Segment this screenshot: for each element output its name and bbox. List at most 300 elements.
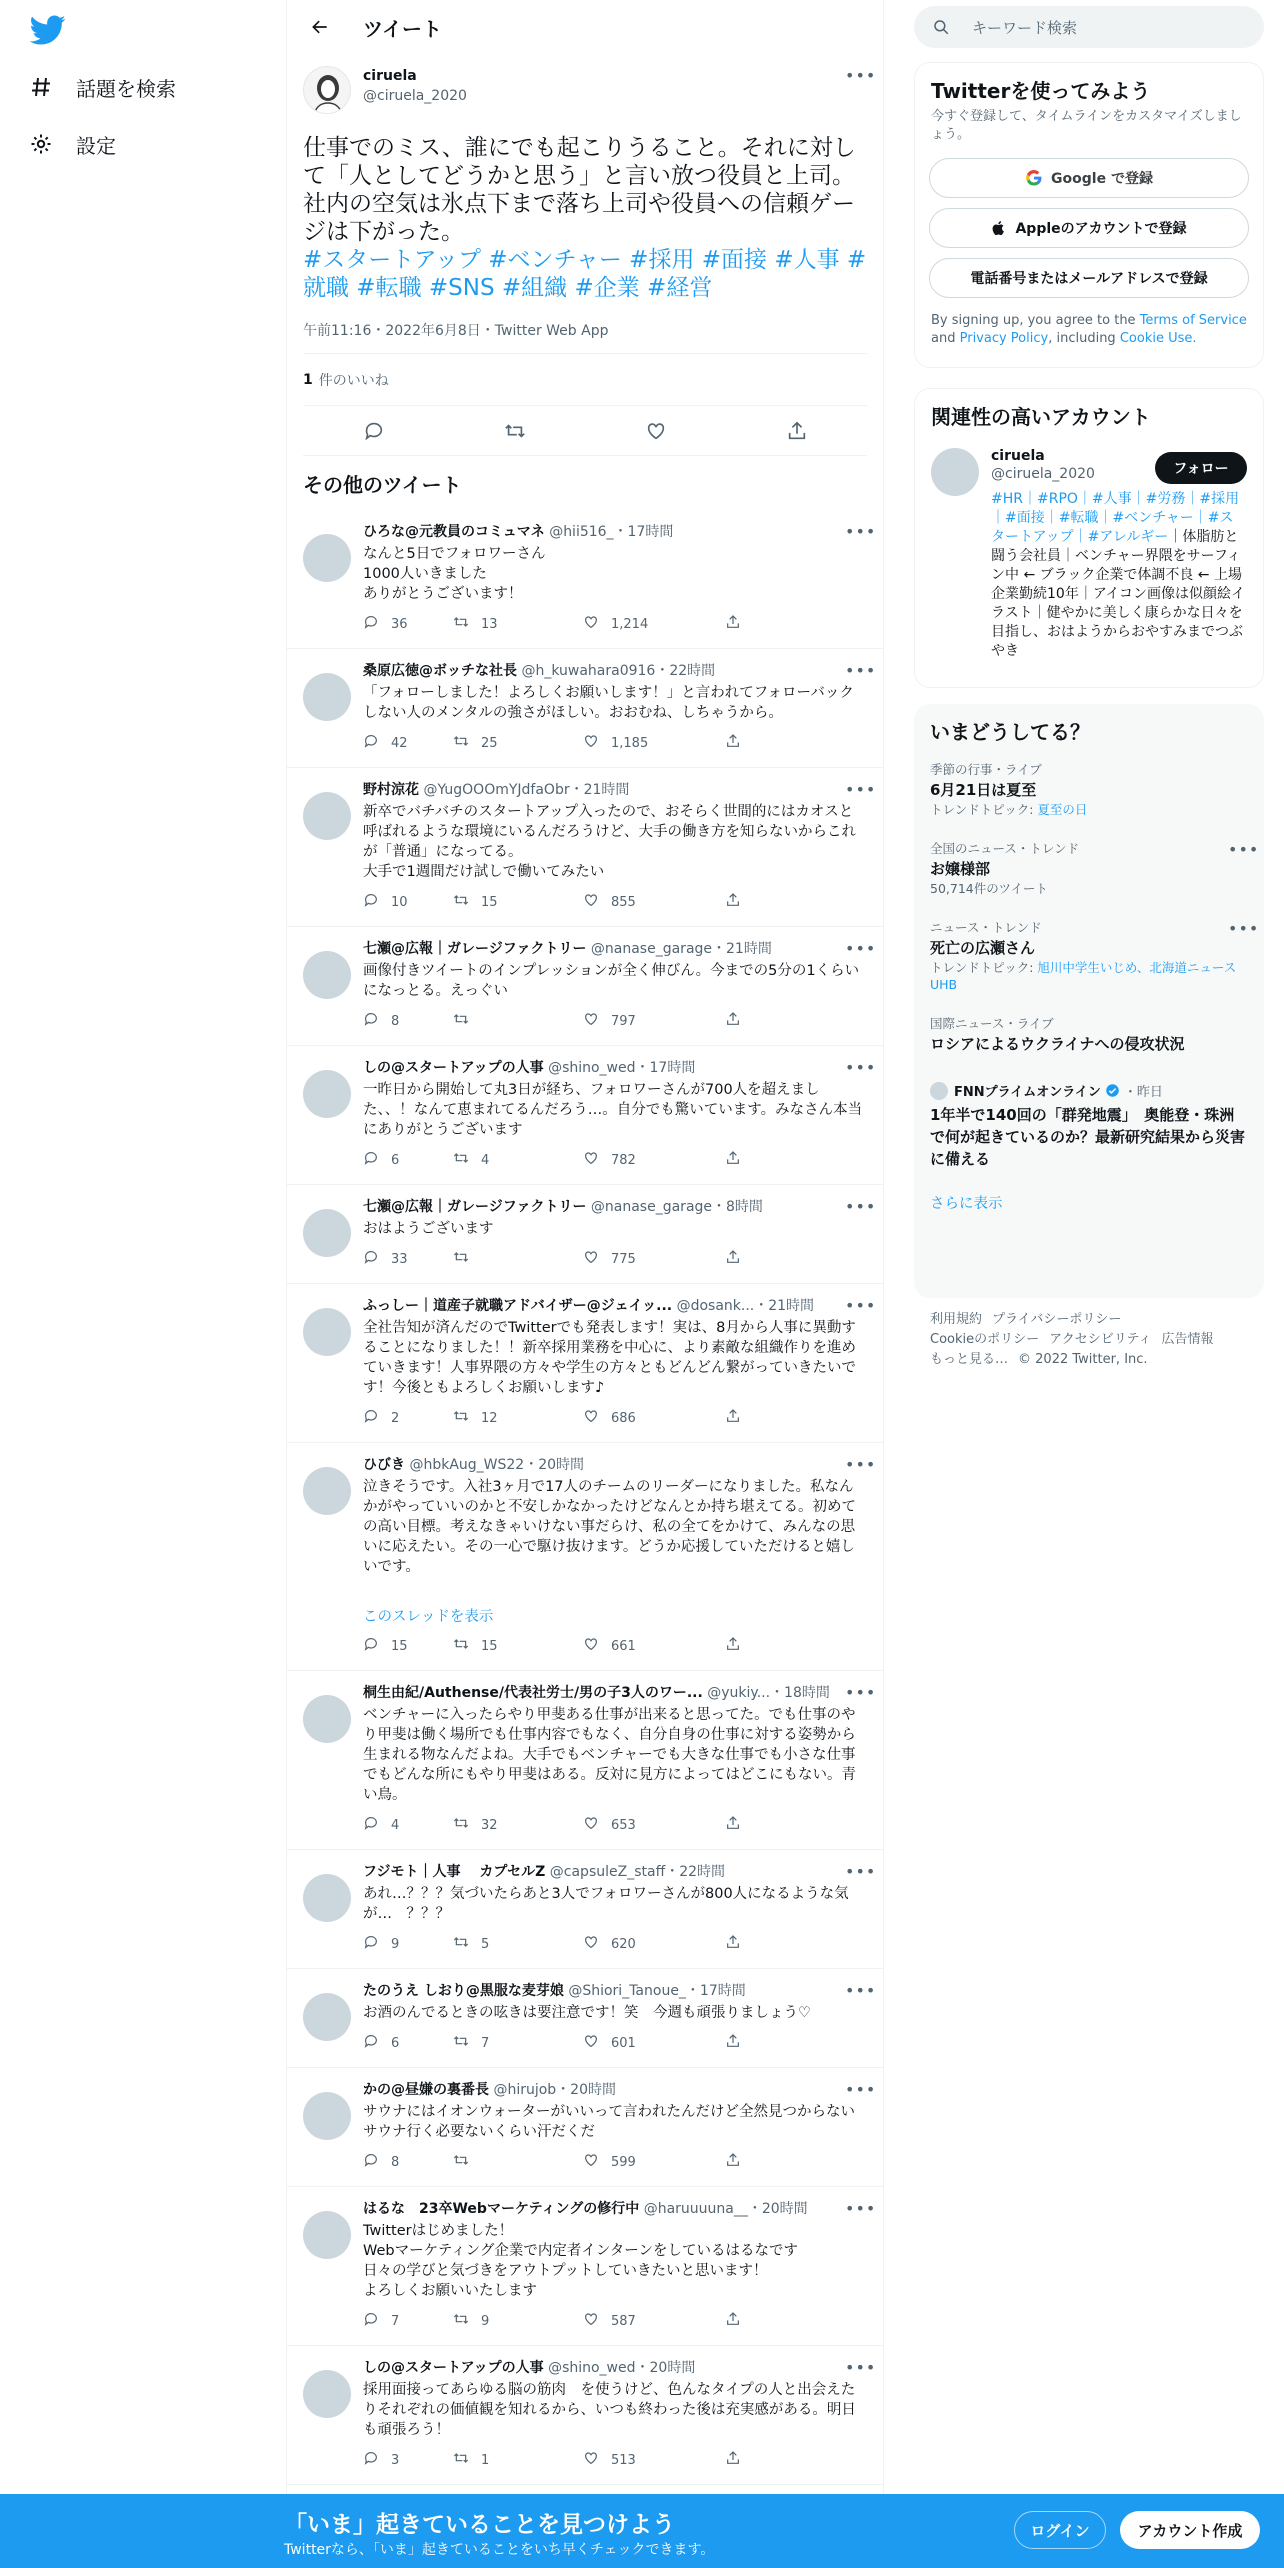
more-options-icon[interactable]: ••• — [845, 2080, 877, 2099]
footer-terms-link[interactable]: 利用規約 — [930, 1312, 983, 1327]
tweet-text: 「フォローしました！よろしくお願いします！」と言われてフォローバックしない人のメンタルの強さがほしい。おおむね、しちゃうから。 — [363, 685, 854, 721]
avatar[interactable] — [303, 2092, 351, 2140]
tweet-item[interactable] — [287, 2068, 883, 2187]
retweet-button[interactable] — [453, 2033, 583, 2053]
retweet-button[interactable] — [453, 614, 583, 634]
avatar — [930, 1082, 948, 1100]
like-count: 782 — [611, 1152, 636, 1168]
reply-icon — [363, 1249, 391, 1269]
share-button[interactable] — [725, 2450, 753, 2470]
share-button[interactable] — [725, 1150, 753, 1170]
share-button[interactable] — [725, 1636, 753, 1656]
like-count: 599 — [611, 2154, 636, 2170]
legal-including: , including — [1048, 331, 1116, 346]
tweet-author-handle[interactable]: @nanase_garage・21時間 — [590, 941, 772, 957]
tweet-author-name[interactable]: 桑原広徳@ボッチな社長 — [363, 663, 517, 679]
retweet-icon — [453, 1934, 481, 1954]
more-options-icon[interactable]: ••• — [845, 1862, 877, 1881]
retweet-button[interactable] — [453, 1636, 583, 1656]
apple-signup-label: Appleのアカウントで登録 — [1015, 221, 1187, 237]
reply-icon — [363, 733, 391, 753]
trend-item[interactable] — [914, 1007, 1264, 1063]
main-tweet-likes[interactable] — [303, 354, 867, 406]
reply-count: 10 — [391, 894, 408, 910]
share-button[interactable] — [725, 614, 753, 634]
like-count: 653 — [611, 1817, 636, 1833]
share-icon — [725, 892, 753, 912]
like-icon — [583, 1636, 611, 1656]
tweet-author-handle[interactable]: @dosank...・21時間 — [676, 1298, 815, 1314]
reply-count: 4 — [391, 1817, 400, 1833]
tweet-actions — [363, 1636, 867, 1656]
nav-explore[interactable] — [28, 67, 176, 107]
avatar[interactable] — [303, 2211, 351, 2259]
tweet-text: おはようございます — [363, 1221, 494, 1237]
footer-more-link[interactable]: もっと見る… — [930, 1352, 1009, 1367]
news-source — [930, 1081, 1248, 1100]
reply-icon — [363, 1150, 391, 1170]
like-icon — [583, 2311, 611, 2331]
tweet-actions — [363, 2450, 867, 2470]
retweet-icon — [453, 733, 481, 753]
tweet-item[interactable] — [287, 2187, 883, 2346]
tweet-author-handle[interactable]: @Shiori_Tanoue_・17時間 — [568, 1983, 746, 1999]
tweet-author-name[interactable]: しの@スタートアップの人事 — [363, 1060, 544, 1076]
retweet-icon — [453, 2033, 481, 2053]
tweet-actions — [363, 892, 867, 912]
avatar[interactable] — [303, 792, 351, 840]
share-button[interactable] — [725, 2311, 753, 2331]
reply-count: 3 — [391, 2452, 400, 2468]
privacy-link[interactable]: Privacy Policy — [959, 331, 1049, 346]
search-box[interactable] — [914, 6, 1264, 48]
apple-icon — [991, 220, 1007, 236]
more-options-icon[interactable]: ••• — [845, 939, 877, 958]
tweet-author-name[interactable]: ひろな@元教員のコミュマネ — [363, 524, 545, 540]
author-display-name[interactable]: ciruela — [363, 68, 417, 84]
tweet-item[interactable] — [287, 1671, 883, 1850]
retweet-icon — [453, 1815, 481, 1835]
trend-topic — [930, 959, 1248, 993]
retweet-count: 15 — [481, 894, 498, 910]
tweet-text: ベンチャーに入ったらやり甲斐ある仕事が出来ると思ってた。でも仕事のやり甲斐は働く場所でも仕事内容でもなく、自分自身の仕事に対する姿勢から生まれる物なんだよね。大手でもベンチャーでも大きな仕事でも小さな仕事でもどんな所にもやり甲斐はある。反対に見方によってはどこにもない。青い鳥。 — [363, 1707, 856, 1803]
bottom-signup-bar — [0, 2494, 1284, 2568]
trend-context: 全国のニュース・トレンド — [930, 841, 1080, 856]
reply-count: 6 — [391, 1152, 400, 1168]
footer-ads-link[interactable]: 広告情報 — [1161, 1332, 1214, 1347]
more-options-icon[interactable]: ••• — [845, 2358, 877, 2377]
more-options-icon[interactable]: ••• — [845, 780, 877, 799]
retweet-icon — [453, 2311, 481, 2331]
like-icon — [583, 1815, 611, 1835]
reply-button[interactable] — [363, 614, 453, 634]
nav-explore-label: 話題を検索 — [76, 76, 176, 101]
follow-button[interactable]: フォロー — [1155, 452, 1247, 484]
retweet-button[interactable] — [453, 1011, 583, 1031]
tweet-actions — [363, 2033, 867, 2053]
twitter-logo-icon[interactable] — [30, 12, 66, 48]
share-button[interactable] — [725, 2152, 753, 2172]
tweet-author-name[interactable]: 七瀬@広報｜ガレージファクトリー — [363, 1199, 587, 1215]
like-icon[interactable] — [641, 416, 671, 446]
news-item[interactable] — [914, 1073, 1264, 1178]
reply-button[interactable] — [363, 1636, 453, 1656]
related-display-name[interactable]: ciruela — [991, 448, 1045, 464]
like-count: 686 — [611, 1410, 636, 1426]
retweet-button[interactable] — [453, 1150, 583, 1170]
tweet-author-handle[interactable]: @shino_wed・17時間 — [548, 1060, 696, 1076]
share-icon — [725, 2450, 753, 2470]
back-arrow-icon[interactable] — [303, 10, 337, 44]
phone-email-signup-button[interactable] — [929, 258, 1249, 298]
more-options-icon[interactable]: ••• — [845, 1981, 877, 2000]
retweet-icon[interactable] — [500, 416, 530, 446]
reply-button[interactable] — [363, 733, 453, 753]
tweet-author-name[interactable]: 桐生由紀/Authense/代表社労士/男の子3人のワー... — [363, 1685, 703, 1701]
footer-privacy-link[interactable]: プライバシーポリシー — [992, 1312, 1122, 1327]
tweet-author-name[interactable]: しの@スタートアップの人事 — [363, 2360, 544, 2376]
tweet-author-handle[interactable]: @hii516_・17時間 — [549, 524, 674, 540]
tweet-item[interactable] — [287, 1969, 883, 2068]
tweet-actions — [363, 733, 867, 753]
more-options-icon[interactable]: ••• — [845, 661, 877, 680]
retweet-icon — [453, 1011, 481, 1031]
reply-button[interactable] — [363, 1815, 453, 1835]
avatar[interactable] — [303, 1695, 351, 1743]
search-icon — [932, 18, 950, 36]
google-icon — [1025, 169, 1043, 187]
search-input[interactable]: キーワード検索 — [972, 18, 1078, 37]
tweet-author-name[interactable]: 野村涼花 — [363, 782, 419, 798]
trend-tweet-count: 50,714件のツイート — [930, 881, 1048, 896]
tweet-item[interactable] — [287, 927, 883, 1046]
reply-count: 8 — [391, 1013, 400, 1029]
share-icon — [725, 1408, 753, 1428]
more-options-icon[interactable]: ••• — [845, 66, 877, 85]
share-button[interactable] — [725, 1815, 753, 1835]
reply-button[interactable] — [363, 2152, 453, 2172]
reply-icon — [363, 2311, 391, 2331]
more-options-icon[interactable]: ••• — [845, 522, 877, 541]
tweet-author-name[interactable]: ひびき — [363, 1457, 405, 1473]
tweet-actions — [363, 2152, 867, 2172]
news-title: 1年半で140回の「群発地震」 奥能登・珠洲で何が起きているのか？最新研究結果から災害に備える — [930, 1106, 1246, 1168]
share-icon — [725, 614, 753, 634]
trend-topic-link[interactable]: 夏至の日 — [1037, 802, 1088, 817]
retweet-button[interactable] — [453, 1408, 583, 1428]
share-button[interactable] — [725, 1934, 753, 1954]
reply-button[interactable] — [363, 1249, 453, 1269]
tweet-author-name[interactable]: ふっしー｜道産子就職アドバイザー@ジェイッ... — [363, 1298, 673, 1314]
like-count: 797 — [611, 1013, 636, 1029]
reply-button[interactable] — [363, 1011, 453, 1031]
tweet-author-name[interactable]: フジモト｜人事 カプセルZ — [363, 1864, 546, 1880]
reply-count: 9 — [391, 1936, 400, 1952]
tweet-text: 採用面接ってあらゆる脳の筋肉 を使うけど、色んなタイプの人と出会えたりそれぞれの価値観を知れるから、いつも終わった後は充実感がある。明日も頑張ろう！ — [363, 2382, 856, 2438]
like-button[interactable] — [583, 614, 725, 634]
trend-title: ロシアによるウクライナへの侵攻状況 — [930, 1035, 1185, 1053]
reply-icon[interactable] — [359, 416, 389, 446]
show-thread-link[interactable]: このスレッドを表示 — [363, 1609, 494, 1625]
retweet-button[interactable] — [453, 2152, 583, 2172]
trend-topic-link[interactable]: 旭川中学生いじめ、北海道ニュースUHB — [930, 960, 1237, 992]
tweet-author-handle[interactable]: @nanase_garage・8時間 — [590, 1199, 763, 1215]
share-button[interactable] — [725, 1408, 753, 1428]
avatar[interactable] — [303, 2370, 351, 2418]
share-icon — [725, 1011, 753, 1031]
cookie-link[interactable]: Cookie Use. — [1119, 331, 1197, 346]
retweet-icon — [453, 614, 481, 634]
tweet-author-name[interactable]: 七瀬@広報｜ガレージファクトリー — [363, 941, 587, 957]
reply-button[interactable] — [363, 2033, 453, 2053]
retweet-count: 12 — [481, 1410, 498, 1426]
reply-button[interactable] — [363, 2311, 453, 2331]
share-button[interactable] — [725, 1011, 753, 1031]
tweet-item[interactable] — [287, 1185, 883, 1284]
like-button[interactable] — [583, 1636, 725, 1656]
like-button[interactable] — [583, 1815, 725, 1835]
like-count: 587 — [611, 2313, 636, 2329]
tweet-header — [363, 939, 877, 959]
like-icon — [583, 1011, 611, 1031]
related-title: 関連性の高いアカウント — [931, 405, 1151, 429]
main-tweet-timestamp[interactable]: 午前11:16・2022年6月8日・Twitter Web App — [303, 320, 867, 354]
tweet-author-handle[interactable]: @yukiy...・18時間 — [707, 1685, 830, 1701]
legal-text: By signing up, you agree to the — [931, 313, 1136, 328]
retweet-count: 4 — [481, 1152, 490, 1168]
retweet-count: 9 — [481, 2313, 490, 2329]
like-count: 513 — [611, 2452, 636, 2468]
trend-item[interactable] — [914, 832, 1264, 905]
reply-button[interactable] — [363, 2450, 453, 2470]
tweet-item[interactable] — [287, 2346, 883, 2485]
tweet-author-handle[interactable]: @hirujob・20時間 — [493, 2082, 617, 2098]
more-options-icon[interactable]: ••• — [1228, 919, 1260, 938]
related-username[interactable]: @ciruela_2020 — [991, 466, 1095, 482]
more-options-icon[interactable]: ••• — [1228, 840, 1260, 859]
bio-hashtags[interactable]: #HR｜#RPO｜#人事｜#労務｜#採用｜#面接｜#転職｜#ベンチャー｜#スタートアップ｜#アレルギー — [991, 491, 1240, 545]
reply-button[interactable] — [363, 1150, 453, 1170]
retweet-button[interactable] — [453, 1815, 583, 1835]
phone-signup-label: 電話番号またはメールアドレスで登録 — [970, 271, 1208, 287]
retweet-count: 15 — [481, 1638, 498, 1654]
retweet-icon — [453, 2450, 481, 2470]
trends-card — [914, 704, 1264, 1298]
signup-button[interactable]: アカウント作成 — [1120, 2511, 1260, 2549]
trend-context: 季節の行事・ライブ — [930, 762, 1042, 777]
tweet-text: お酒のんでるときの呟きは要注意です！笑 今週も頑張りましょう♡ — [363, 2005, 811, 2021]
bio-text: ｜体脂肪と闘う会社員｜ベンチャー界隈をサーフィン中 ← ブラック企業で体調不良 ← 上場企業勤続10年｜アイコン画像は似顔絵イラスト｜健やかに美しく康らかな日々を目指し、おはようからおやすみまでつぶやき — [991, 529, 1245, 659]
reply-icon — [363, 1636, 391, 1656]
like-button[interactable] — [583, 1150, 725, 1170]
like-icon — [583, 2152, 611, 2172]
reply-icon — [363, 2152, 391, 2172]
avatar[interactable] — [303, 1209, 351, 1257]
footer-cookie-link[interactable]: Cookieのポリシー — [930, 1332, 1040, 1347]
like-button[interactable] — [583, 892, 725, 912]
like-icon — [583, 2450, 611, 2470]
show-more-link[interactable]: さらに表示 — [930, 1196, 1003, 1212]
avatar[interactable] — [303, 534, 351, 582]
nav-settings[interactable] — [28, 124, 116, 164]
reply-icon — [363, 1408, 391, 1428]
more-options-icon[interactable]: ••• — [845, 1455, 877, 1474]
tweet-item[interactable] — [287, 1046, 883, 1185]
apple-signup-button[interactable] — [929, 208, 1249, 248]
avatar[interactable] — [303, 1993, 351, 2041]
like-icon — [583, 614, 611, 634]
like-icon — [583, 1150, 611, 1170]
tweet-text: サウナにはイオンウォーターがいいって言われたんだけど全然見つからない サウナ行く必要ないくらい汗だくだ — [363, 2104, 860, 2140]
tweet-item[interactable] — [287, 768, 883, 927]
related-accounts-card — [914, 388, 1264, 688]
retweet-icon — [453, 2152, 481, 2172]
share-icon — [725, 1815, 753, 1835]
retweet-count: 32 — [481, 1817, 498, 1833]
tweet-author-handle[interactable]: @shino_wed・20時間 — [548, 2360, 696, 2376]
share-icon — [725, 1150, 753, 1170]
tweet-header — [363, 2080, 877, 2100]
avatar[interactable] — [303, 1308, 351, 1356]
tweet-author-handle[interactable]: @YugOOOmYJdfaObr・21時間 — [423, 782, 630, 798]
hashtag-icon — [28, 74, 54, 100]
tweet-header — [363, 2358, 877, 2378]
retweet-button[interactable] — [453, 733, 583, 753]
legal-and: and — [931, 331, 956, 346]
trend-item[interactable] — [914, 911, 1264, 1001]
like-button[interactable] — [583, 1249, 725, 1269]
tweet-author-handle[interactable]: @h_kuwahara0916・22時間 — [521, 663, 716, 679]
like-button[interactable] — [583, 1011, 725, 1031]
like-button[interactable] — [583, 733, 725, 753]
like-count: 855 — [611, 894, 636, 910]
avatar[interactable] — [303, 66, 351, 114]
like-button[interactable] — [583, 1408, 725, 1428]
retweet-button[interactable] — [453, 892, 583, 912]
avatar[interactable] — [303, 1874, 351, 1922]
tweet-actions — [363, 1934, 867, 1954]
tweet-header — [363, 1455, 877, 1475]
retweet-count: 5 — [481, 1936, 490, 1952]
more-options-icon[interactable]: ••• — [845, 1683, 877, 1702]
reply-icon — [363, 892, 391, 912]
tweet-actions — [363, 1408, 867, 1428]
page-title: ツイート — [363, 16, 442, 41]
share-button[interactable] — [725, 733, 753, 753]
share-button[interactable] — [725, 2033, 753, 2053]
reply-button[interactable] — [363, 892, 453, 912]
retweet-button[interactable] — [453, 2450, 583, 2470]
share-icon — [725, 1636, 753, 1656]
more-options-icon[interactable]: ••• — [845, 1058, 877, 1077]
tweet-text: あれ…？？？気づいたらあと3人でフォロワーさんが800人になるような気が… ？？？ — [363, 1886, 849, 1922]
signup-legal — [915, 298, 1263, 348]
tweet-author-handle[interactable]: @capsuleZ_staff・22時間 — [549, 1864, 726, 1880]
reply-count: 8 — [391, 2154, 400, 2170]
reply-button[interactable] — [363, 1934, 453, 1954]
author-username[interactable]: @ciruela_2020 — [363, 88, 467, 104]
share-button[interactable] — [725, 1249, 753, 1269]
tweet-text: なんと5日でフォロワーさん 1000人いきました ありがとうございます！ — [363, 546, 546, 602]
reply-icon — [363, 614, 391, 634]
page-header — [287, 0, 883, 54]
like-count: 601 — [611, 2035, 636, 2051]
tweet-author-name[interactable]: たのうえ しおり@黒服な麦芽娘 — [363, 1983, 564, 1999]
footer-links — [930, 1310, 1260, 1370]
like-count: 1,214 — [611, 616, 649, 632]
signup-subtitle: 今すぐ登録して、タイムラインをカスタマイズしましょう。 — [931, 109, 1242, 142]
like-button[interactable] — [583, 1934, 725, 1954]
tweet-author-name[interactable]: かの@昼嫌の裏番長 — [363, 2082, 489, 2098]
verified-badge-icon — [1105, 1083, 1120, 1098]
login-button[interactable]: ログイン — [1014, 2511, 1106, 2549]
more-options-icon[interactable]: ••• — [845, 1197, 877, 1216]
retweet-button[interactable] — [453, 1249, 583, 1269]
signup-title: Twitterを使ってみよう — [931, 79, 1151, 103]
share-icon — [725, 2311, 753, 2331]
reply-icon — [363, 1934, 391, 1954]
tweet-item[interactable] — [287, 1443, 883, 1671]
tweet-header — [363, 1296, 877, 1316]
tweet-author-handle[interactable]: @hbkAug_WS22・20時間 — [409, 1457, 585, 1473]
avatar[interactable] — [303, 1070, 351, 1118]
trend-item[interactable] — [914, 753, 1264, 826]
retweet-button[interactable] — [453, 2311, 583, 2331]
retweet-icon — [453, 1408, 481, 1428]
news-time: ・昨日 — [1123, 1085, 1163, 1100]
tweet-actions — [363, 2311, 867, 2331]
trend-title: 6月21日は夏至 — [930, 781, 1037, 799]
share-button[interactable] — [725, 892, 753, 912]
share-icon[interactable] — [782, 416, 812, 446]
more-options-icon[interactable]: ••• — [845, 1296, 877, 1315]
like-button[interactable] — [583, 2152, 725, 2172]
tweet-author-handle[interactable]: @haruuuuna__・20時間 — [643, 2201, 808, 2217]
tweet-item[interactable] — [287, 1850, 883, 1969]
google-signup-label: Google で登録 — [1051, 171, 1153, 187]
avatar[interactable] — [303, 673, 351, 721]
tweet-author-name[interactable]: はるな 23卒Webマーケティングの修行中 — [363, 2201, 640, 2217]
footer-copyright: © 2022 Twitter, Inc. — [1018, 1352, 1148, 1367]
footer-accessibility-link[interactable]: アクセシビリティ — [1049, 1332, 1152, 1347]
related-account[interactable] — [931, 448, 1247, 661]
retweet-button[interactable] — [453, 1934, 583, 1954]
more-tweets-heading: その他のツイート — [303, 472, 462, 497]
trend-topic — [930, 801, 1248, 818]
google-signup-button[interactable] — [929, 158, 1249, 198]
tweet-item[interactable] — [287, 510, 883, 649]
tweet-item[interactable] — [287, 649, 883, 768]
more-options-icon[interactable]: ••• — [845, 2199, 877, 2218]
terms-link[interactable]: Terms of Service — [1139, 313, 1247, 328]
main-tweet-hashtags[interactable]: #スタートアップ #ベンチャー #採用 #面接 #人事 #就職 #転職 #SNS #組織 #企業 #経営 — [303, 247, 867, 301]
avatar[interactable] — [931, 448, 979, 496]
like-button[interactable] — [583, 2450, 725, 2470]
tweet-text: Twitterはじめました！ Webマーケティング企業で内定者インターンをしているはるなです 日々の学びと気づきをアウトプットしていきたいと思います！ よろしくお願いいたします — [363, 2223, 798, 2299]
like-button[interactable] — [583, 2311, 725, 2331]
like-button[interactable] — [583, 2033, 725, 2053]
reply-button[interactable] — [363, 1408, 453, 1428]
retweet-icon — [453, 1636, 481, 1656]
likes-count: 1 — [303, 371, 313, 388]
avatar[interactable] — [303, 1467, 351, 1515]
avatar[interactable] — [303, 951, 351, 999]
tweet-header — [363, 1058, 877, 1078]
like-count: 620 — [611, 1936, 636, 1952]
bottom-bar-subtitle: Twitterなら、「いま」起きていることをいち早くチェックできます。 — [284, 2542, 715, 2558]
trend-topic-label: トレンドトピック: — [930, 960, 1038, 975]
tweet-item[interactable] — [287, 1284, 883, 1443]
